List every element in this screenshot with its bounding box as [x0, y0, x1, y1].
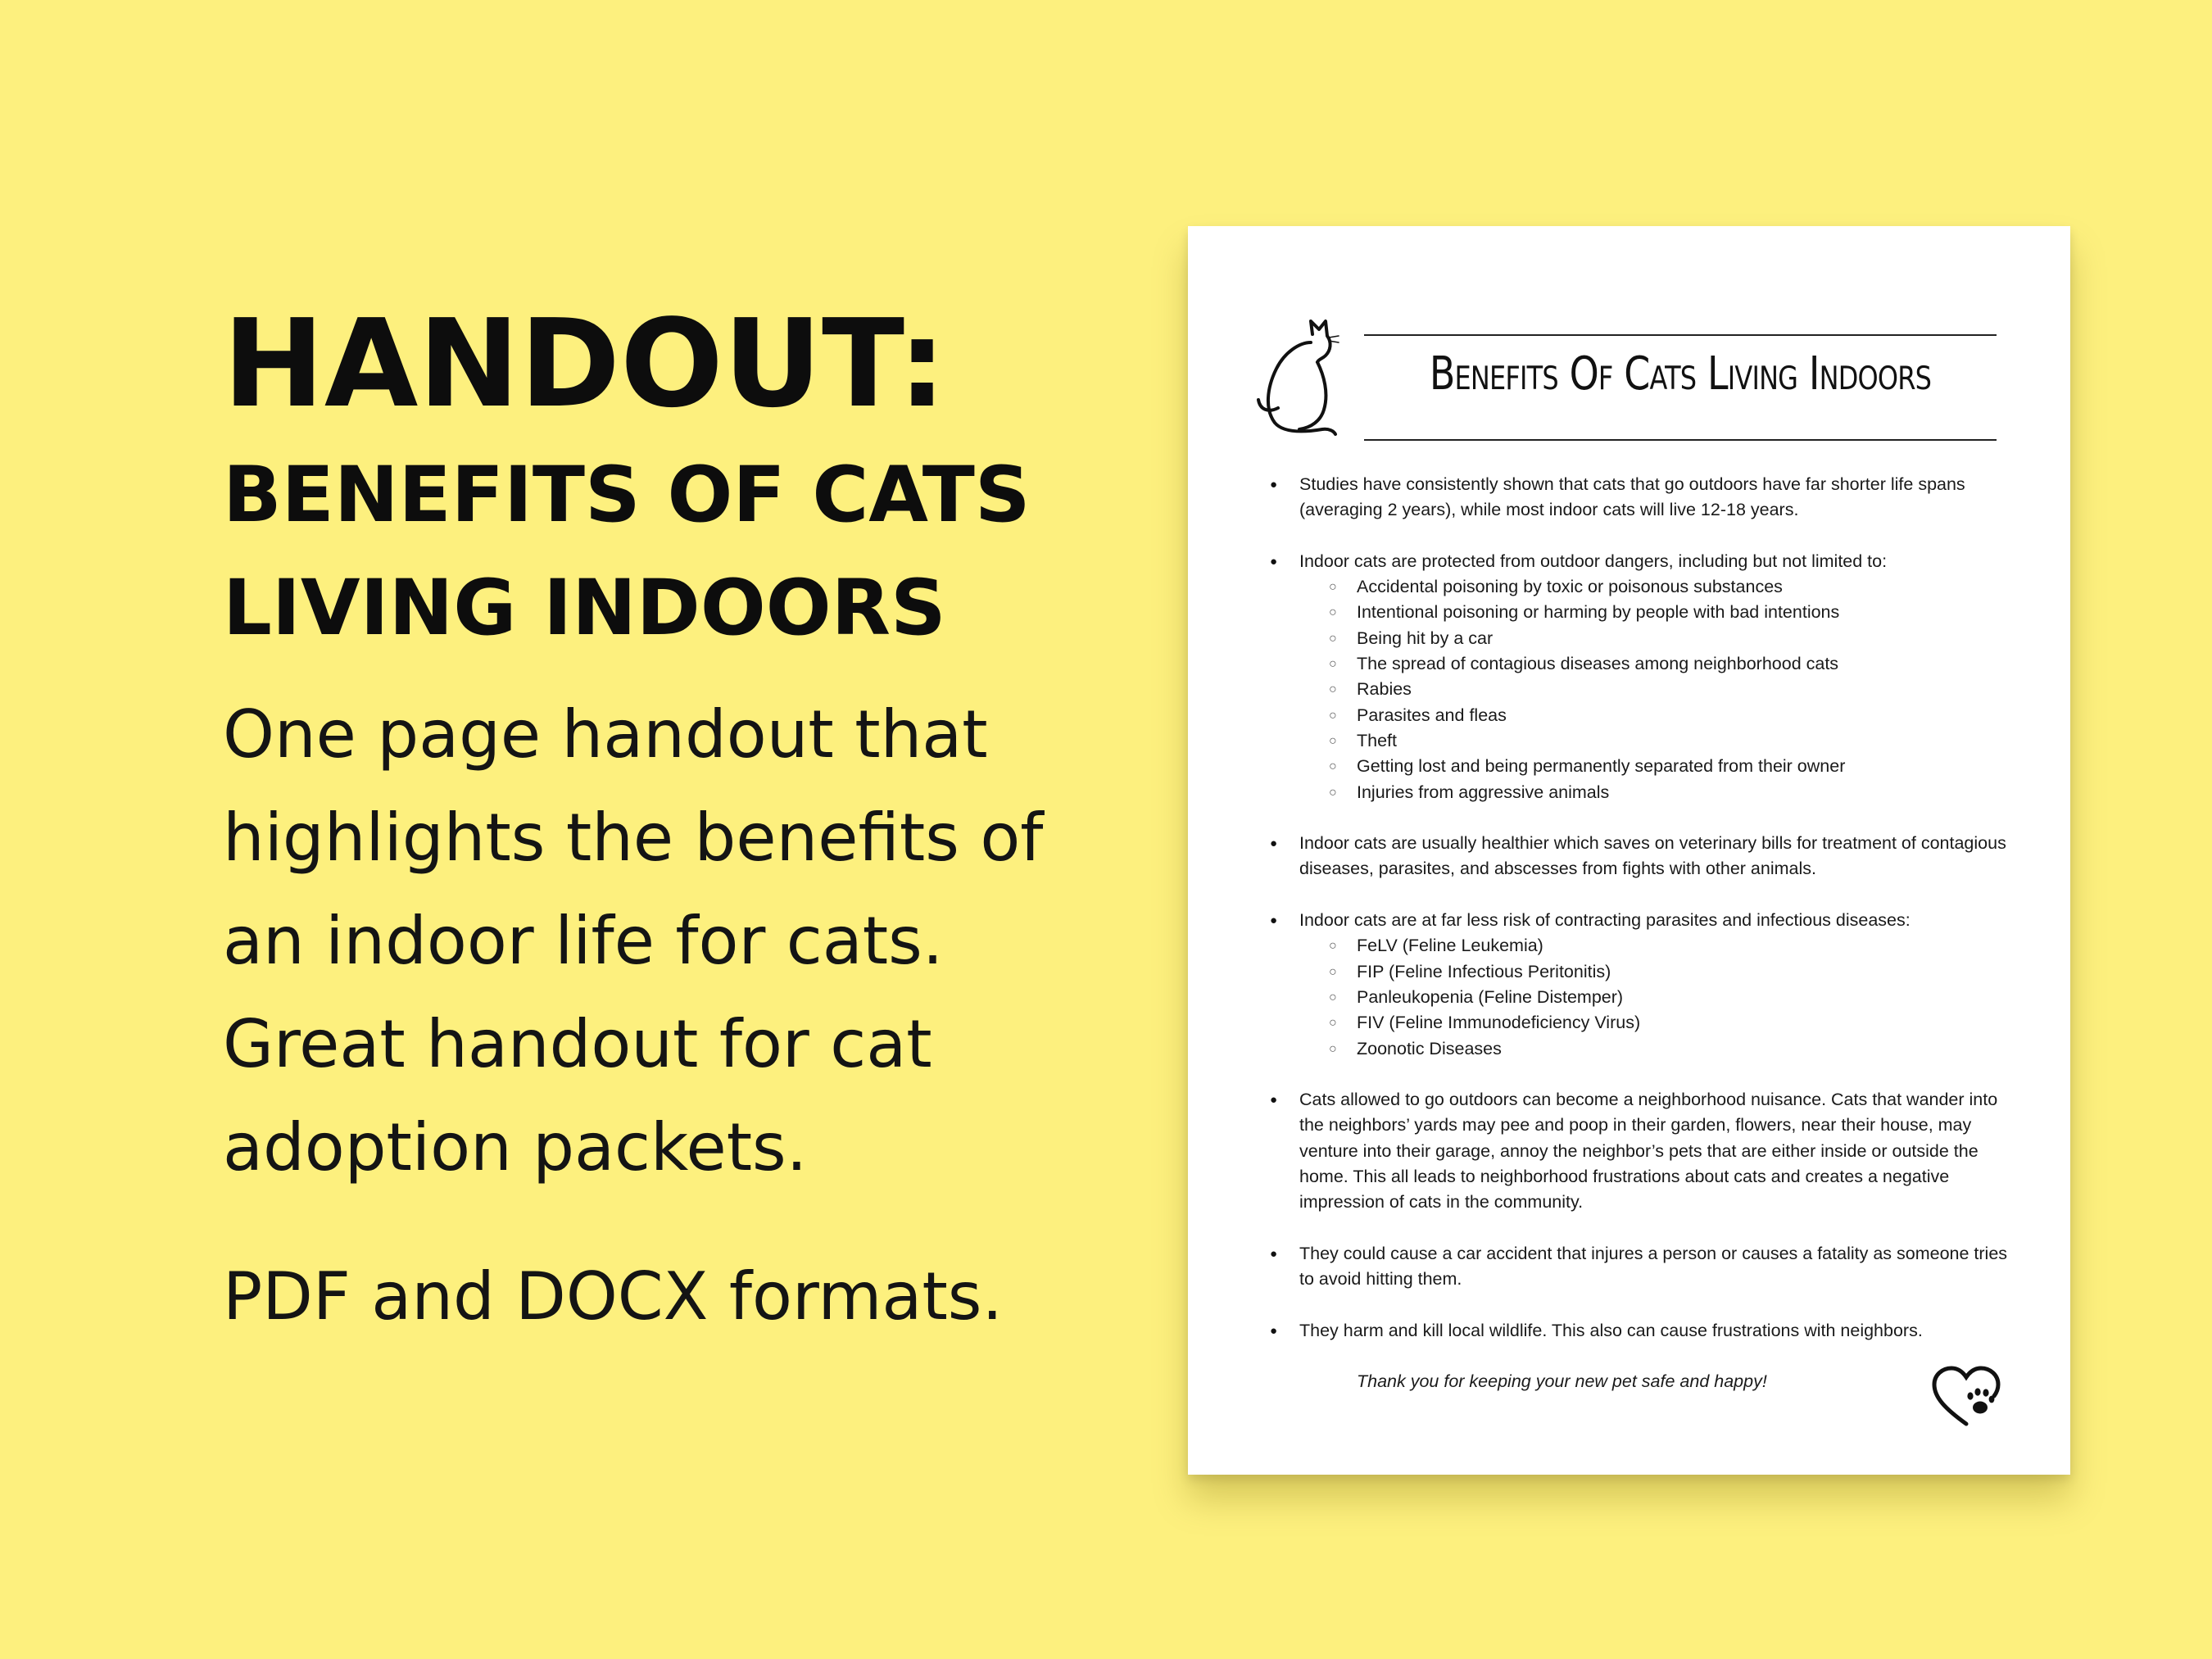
title-top-rule — [1364, 334, 1997, 336]
list-item: ● Indoor cats are usually healthier which saves on veterinary bills for treatment of contagious diseases, parasites, and abscesses from fights with other animals. — [1270, 831, 2024, 882]
promo-formats: PDF and DOCX formats. — [223, 1258, 1003, 1335]
sub-list-item: ○ FeLV (Feline Leukemia) — [1357, 933, 2024, 959]
promo-subheadline — [223, 428, 1140, 675]
diseases-list — [1299, 933, 2024, 1061]
list-item: ● Cats allowed to go outdoors can become a neighborhood nuisance. Cats that wander into the neighbors’ yards may pee and poop in their garden, flowers, near their house, may venture into their garage, annoy the neighbor’s pets that are either inside or outside the home. This all leads to neighborhood frustrations about cats and creates a negative impression of cats in the community. — [1270, 1087, 2024, 1215]
promo-subheadline-line-2: LIVING INDOORS — [223, 564, 946, 653]
promo-headline: HANDOUT: — [223, 293, 947, 434]
sub-list-item: ○ FIP (Feline Infectious Peritonitis) — [1357, 959, 2024, 985]
list-item: ● Indoor cats are protected from outdoor dangers, including but not limited to: ○ Accidental poisoning by toxic or poisonous substances ○ Intentional poisoning or harming by people with bad intentions ○ Being hit by a car ○ The spread of contagious diseases among neighborhood cats ○ Rabies ○ Parasites and fleas ○ Theft ○ Getting lost and being permanently separated from their owner ○ Injuries from aggressive animals — [1270, 549, 2024, 805]
list-item: ● They harm and kill local wildlife. This also can cause frustrations with neighbors. — [1270, 1318, 2024, 1344]
sub-list-item: ○ The spread of contagious diseases among neighborhood cats — [1357, 651, 2024, 677]
sub-list-item: ○ Being hit by a car — [1357, 626, 2024, 651]
sub-list-item: ○ Intentional poisoning or harming by people with bad intentions — [1357, 600, 2024, 625]
cat-silhouette-icon — [1253, 318, 1344, 441]
sub-list-item: ○ Zoonotic Diseases — [1357, 1036, 2024, 1062]
title-bottom-rule — [1364, 439, 1997, 441]
heart-paw-icon — [1929, 1365, 2003, 1430]
list-item: ● Indoor cats are at far less risk of contracting parasites and infectious diseases: ○ FeLV (Feline Leukemia) ○ FIP (Feline Infectious Peritonitis) ○ Panleukopenia (Feline Distemper) ○ FIV (Feline Immunodeficiency Virus) ○ Zoonotic Diseases — [1270, 908, 2024, 1062]
handout-page — [1188, 226, 2070, 1475]
sub-list-item: ○ Panleukopenia (Feline Distemper) — [1357, 985, 2024, 1010]
outdoor-dangers-list — [1299, 574, 2024, 805]
list-item: ● Studies have consistently shown that cats that go outdoors have far shorter life spans (averaging 2 years), while most indoor cats will live 12-18 years. — [1270, 472, 2024, 524]
sub-list-item: ○ Theft — [1357, 728, 2024, 754]
sub-list-item: ○ Getting lost and being permanently separated from their owner — [1357, 754, 2024, 779]
handout-content — [1270, 472, 2024, 1369]
promo-description: One page handout that highlights the benefits of an indoor life for cats. Great handout for cat adoption packets. — [223, 696, 1044, 1185]
list-item: ● They could cause a car accident that injures a person or causes a fatality as someone tries to avoid hitting them. — [1270, 1241, 2024, 1293]
promo-subheadline-line-1: BENEFITS OF CATS — [223, 451, 1031, 540]
handout-title: Benefits Of Cats Living Indoors — [1429, 347, 1932, 401]
benefits-list — [1270, 472, 2024, 1344]
sub-list-item: ○ Parasites and fleas — [1357, 703, 2024, 728]
closing-message: Thank you for keeping your new pet safe and happy! — [1357, 1371, 1767, 1391]
sub-list-item: ○ FIV (Feline Immunodeficiency Virus) — [1357, 1010, 2024, 1036]
sub-list-item: ○ Injuries from aggressive animals — [1357, 780, 2024, 805]
sub-list-item: ○ Accidental poisoning by toxic or poisonous substances — [1357, 574, 2024, 600]
sub-list-item: ○ Rabies — [1357, 677, 2024, 702]
promo-text-block — [223, 293, 1149, 1349]
